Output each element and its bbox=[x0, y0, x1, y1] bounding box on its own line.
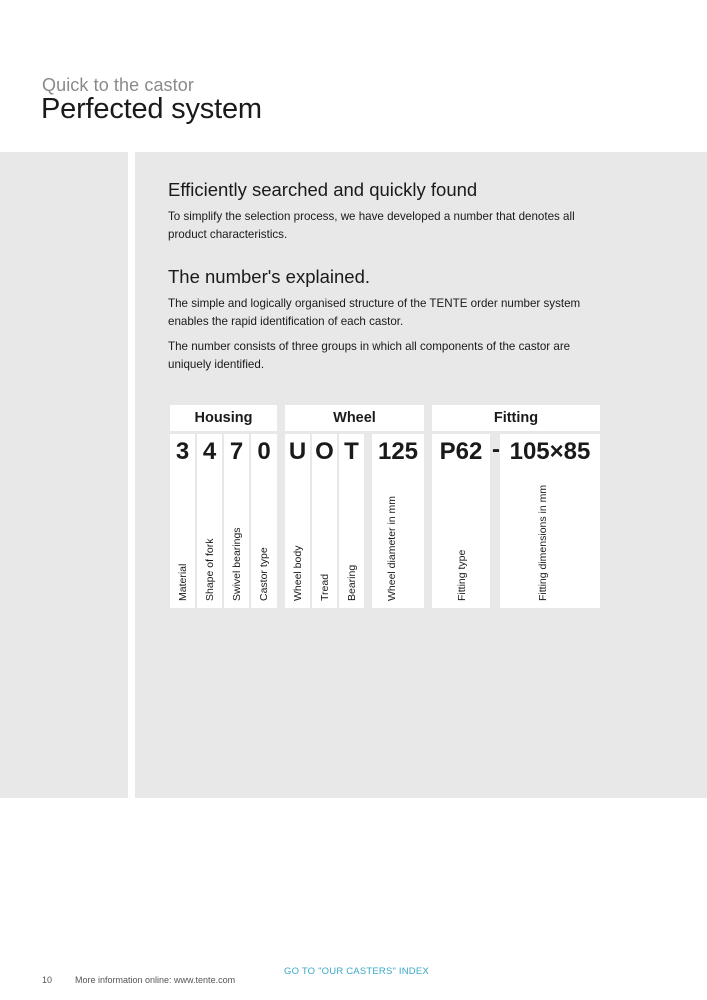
tread-label: Tread bbox=[319, 573, 331, 601]
left-gray-panel bbox=[0, 152, 128, 798]
wheel-body-label: Wheel body bbox=[292, 545, 304, 601]
casters-index-link[interactable]: GO TO "OUR CASTERS" INDEX bbox=[284, 966, 429, 977]
castor-type-code: 0 bbox=[257, 438, 271, 465]
shape-of-fork-label: Shape of fork bbox=[204, 538, 216, 601]
wheel-group-label: Wheel bbox=[333, 410, 376, 426]
fitting-type-label: Fitting type bbox=[456, 549, 468, 601]
fitting-dimensions-label: Fitting dimensions in mm bbox=[537, 484, 549, 601]
header-subtitle: Quick to the castor bbox=[42, 75, 194, 95]
section-text-number-2: The number consists of three groups in which all components of the castor are uniquely identified. bbox=[168, 340, 571, 371]
section-text-number-1: The simple and logically organised structure of the TENTE order number system enables the rapid identification of each castor. bbox=[168, 297, 581, 328]
fitting-type-code: P62 bbox=[439, 438, 483, 465]
fitting-dimensions-code: 105×85 bbox=[509, 438, 591, 465]
content-area bbox=[168, 178, 608, 374]
shape-of-fork-code: 4 bbox=[202, 438, 217, 465]
wheel-body-code: U bbox=[288, 438, 307, 465]
wheel-diameter-code: 125 bbox=[377, 438, 419, 465]
page-title: Perfected system bbox=[41, 93, 262, 125]
tread-code: O bbox=[315, 438, 334, 465]
housing-group-label: Housing bbox=[194, 410, 253, 426]
wheel-diameter-label: Wheel diameter in mm bbox=[386, 495, 398, 601]
fitting-separator: - bbox=[492, 436, 500, 463]
section-heading-search: Efficiently searched and quickly found bbox=[168, 179, 478, 200]
bearing-code: T bbox=[344, 438, 359, 465]
swivel-bearings-code: 7 bbox=[229, 438, 244, 465]
fitting-group-label: Fitting bbox=[493, 410, 539, 426]
bearing-label: Bearing bbox=[346, 564, 358, 601]
castor-type-label: Castor type bbox=[258, 547, 270, 601]
section-heading-number: The number's explained. bbox=[168, 266, 371, 287]
section-text-search: To simplify the selection process, we have developed a number that denotes all product characteristics. bbox=[168, 210, 575, 241]
footer-info: More information online: www.tente.com bbox=[75, 975, 236, 985]
swivel-bearings-label: Swivel bearings bbox=[231, 527, 243, 601]
material-label: Material bbox=[177, 563, 189, 601]
material-code: 3 bbox=[175, 438, 190, 465]
page-number: 10 bbox=[42, 975, 53, 985]
